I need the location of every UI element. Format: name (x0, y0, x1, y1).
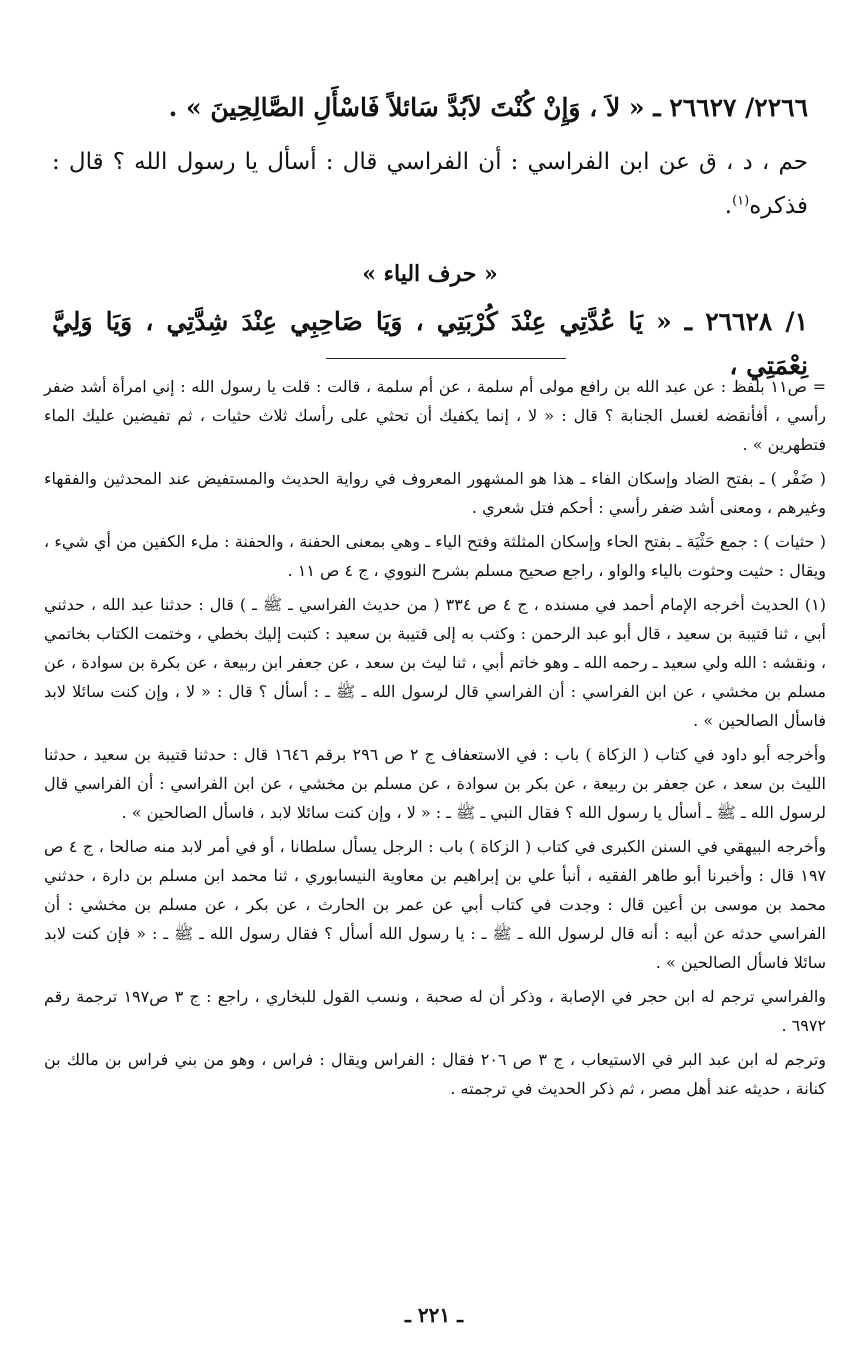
footnotes (44, 372, 826, 1108)
takhrij-end: . (724, 193, 733, 219)
footnote-marker[interactable]: (١) (732, 193, 750, 209)
footnote-separator (326, 358, 566, 359)
hadith-2266: ٢٢٦٦/ ٢٦٦٢٧ ـ « لاَ ، وَإِنْ كُنْتَ لاَبُدَّ سَائلاً فَاسْأَلِ الصَّالِحِينَ » . (168, 93, 808, 122)
footnote-1-abu-dawud: وأخرجه أبو داود في كتاب ( الزكاة ) باب : في الاستعفاف ج ٢ ص ٢٩٦ برقم ١٦٤٦ قال : حدثنا قتيبة بن سعيد ، حدثنا الليث بن سعد ، عن جعفر بن ربيعة ، عن بكر بن سوادة ، عن مسلم بن مخشي ، عن ابن الفراسي : أن الفراسي قال لرسول الله ـ ﷺ ـ أسأل يا رسول الله ؟ فقال النبي ـ ﷺ ـ : « لا ، وإن كنت سائلا لابد ، فاسأل الصالحين » . (44, 745, 827, 822)
footnote-1-ahmad: (١) الحديث أخرجه الإمام أحمد في مسنده ، ج ٤ ص ٣٣٤ ( من حديث الفراسي ـ ﷺ ـ ) قال : حدثنا عبد الله ، حدثني أبي ، ثنا قتيبة بن سعيد ، قال أبو عبد الرحمن : وكتب به إلى قتيبة بن سعيد : كتبت إليك بخطي ، وختمت الكتاب بخاتمي ، ونقشه : الله ولي سعيد ـ رحمه الله ـ وهو خاتم أبي ، ثنا ليث بن سعد ، عن جعفر ابن ربيعة ، عن بكرة بن سوادة ، عن مسلم بن مخشي ، عن ابن الفراسي : أن الفراسي قال لرسول الله ـ ﷺ ـ : أسأل ؟ قال : « لا ، وإن كنت سائلا لابد فاسأل الصالحين » . (44, 595, 827, 730)
main-text (52, 86, 808, 398)
footnote-1-ibn-hajar: والفراسي ترجم له ابن حجر في الإصابة ، وذكر أن له صحبة ، ونسب القول للبخاري ، راجع : ج ٣ ص١٩٧ ترجمة رقم ٦٩٧٢ . (44, 987, 826, 1035)
footnote-hathayat-gloss: ( حثيات ) : جمع حَثْيَة ـ بفتح الحاء وإسكان المثلثة وفتح الياء ـ وهي بمعنى الحفنة ، والحفنة : ملء الكفين من أي شيء ، ويقال : حثيت وحثوت بالياء والواو ، راجع صحيح مسلم بشرح النووي ، ج ٤ ص ١١ . (44, 532, 826, 580)
page-number: ـ ٢٢١ ـ (405, 1303, 463, 1327)
footnote-1-ibn-abd-al-barr: وترجم له ابن عبد البر في الاستيعاب ، ج ٣ ص ٢٠٦ فقال : الفراس ويقال : فراس ، وهو من بني فراس بن مالك بن كنانة ، حديثه عند أهل مصر ، ثم ذكر الحديث في ترجمته . (44, 1050, 827, 1098)
footnote-continuation: = ص١١ بلفظ : عن عبد الله بن رافع مولى أم سلمة ، عن أم سلمة ، قالت : قلت يا رسول الله : إني امرأة أشد ضفر رأسي ، أفأنقضه لغسل الجنابة ؟ قال : « لا ، إنما يكفيك أن تحثي على رأسك ثلاث حثيات ، ثم تفيضين عليك الماء فتطهرين » . (44, 377, 826, 454)
footnote-1-bayhaqi: وأخرجه البيهقي في السنن الكبرى في كتاب ( الزكاة ) باب : الرجل يسأل سلطانا ، أو في أمر لابد منه صالحا ، ج ٤ ص ١٩٧ قال : وأخبرنا أبو طاهر الفقيه ، أنبأ علي بن إبراهيم بن معاوية النيسابوري ، ثنا محمد ابن مسلم بن دارة ، حدثني محمد بن موسى بن أعين قال : وجدت في كتاب أبي عن عمر بن الحارث ، عن بكر ، عن مسلم بن مخشي : أن الفراسي حدثه عن أبيه : أنه قال لرسول الله ـ ﷺ ـ : يا رسول الله أسأل ؟ فقال رسول الله ـ ﷺ ـ : « فإن كنت لابد سائلا فاسأل الصالحين » . (44, 837, 827, 972)
hadith-2266-takhrij (52, 140, 808, 228)
footnote-dafr-gloss: ( ضَفْر ) ـ بفتح الضاد وإسكان الفاء ـ هذا هو المشهور المعروف في رواية الحديث والمستفيض عند المحدثين والفقهاء وغيرهم ، ومعنى أشد ضفر رأسي : أحكم فتل شعري . (44, 469, 826, 517)
takhrij-text: حم ، د ، ق عن ابن الفراسي : أن الفراسي قال : أسأل يا رسول الله ؟ قال : فذكره (52, 149, 808, 219)
hadith-26628: ١/ ٢٦٦٢٨ ـ « يَا عُدَّتِي عِنْدَ كُرْبَتِي ، وَيَا صَاحِبِي عِنْدَ شِدَّتِي ، وَيَا وَلِيَّ نِعْمَتِي ، (52, 307, 808, 380)
section-title-harf-al-ya: « حرف الياء » (362, 261, 498, 287)
